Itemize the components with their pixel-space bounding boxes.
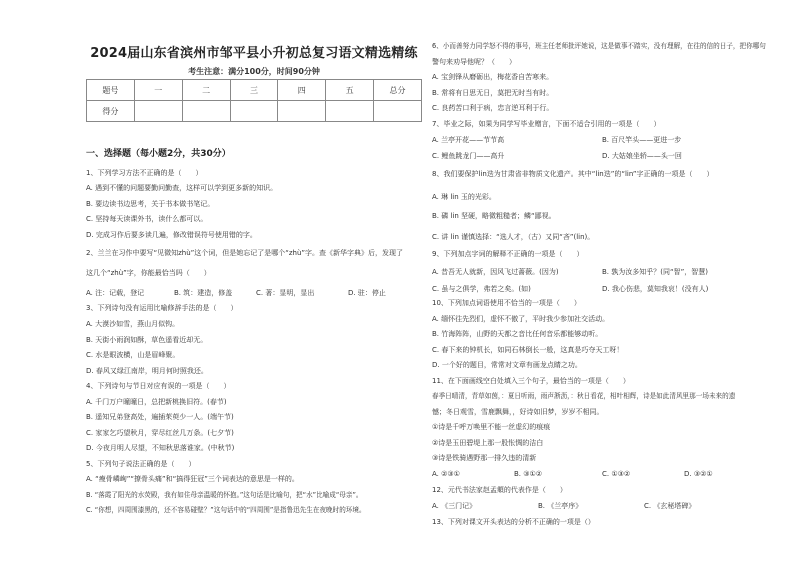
question-text: 12、元代书法家赵孟頫的代表作是（ ） (432, 486, 567, 494)
option-text: C. ①③② (602, 470, 631, 478)
question-text: 7、毕业之际，如果为同学写毕业赠言，下面不适合引用的一项是（ ） (432, 120, 661, 128)
question-text: 这几个“zhù”字，你能最恰当吗（ ） (86, 269, 211, 277)
question-text: 春季日晴清，青草如茵，：夏日听雨，雨声淅沥，：秋日看花，相叶相辉，诗是如此清风里那一场未来的遗 (432, 392, 736, 400)
option-text: C. 坚持每天读课外书，读什么都可以。 (86, 215, 208, 223)
score-input-cell[interactable] (230, 101, 278, 122)
question-text: 4、下列诗句与节日对应有误的一项是（ ） (86, 382, 231, 390)
question-text: 10、下列加点词语使用不恰当的一项是（ ） (432, 299, 581, 307)
option-text: A. 千门万户曈曈日，总把新桃换旧符。(春节) (86, 398, 227, 406)
score-cell: 得分 (87, 101, 135, 122)
option-text: D. 今夜月明人尽望，不知秋思落谁家。(中秋节) (86, 444, 235, 452)
question-text: 3、下列诗句没有运用比喻修辞手法的是（ ） (86, 304, 238, 312)
score-cell: 四 (278, 80, 326, 101)
option-text: C. 虽与之俱学，弗若之矣。(如) (432, 285, 531, 293)
question-text: 13、下列对课文开头表达的分析不正确的一项是（） (432, 518, 595, 526)
option-text: B. 遥知兄弟登高处，遍插茱萸少一人。(端午节) (86, 413, 234, 421)
score-input-cell[interactable] (134, 101, 182, 122)
option-text: B. 孰为汝多知乎？(同“智”，智慧) (602, 268, 708, 276)
option-text: A. 琳 lin 玉的光彩。 (432, 193, 496, 201)
option-text: A. 兰亭开花——节节高 (432, 136, 505, 144)
option-text: D. 完成习作后要多读几遍，修改错误符号使用错的字。 (86, 231, 257, 239)
score-cell: 三 (230, 80, 278, 101)
option-text: B. 筑：建造，修盖 (174, 289, 233, 297)
option-text: C. 讲 lin 谨慎选择：“选人才，（古）又同“吝”(lin)。 (432, 233, 595, 241)
option-text: D. 一个好的题目，常常对文章有画龙点睛之功。 (432, 361, 582, 369)
score-table-score-row (87, 101, 422, 122)
option-text: C. 《玄秘塔碑》 (644, 502, 696, 510)
section-heading: 一、选择题（每小题2分，共30分） (86, 149, 231, 159)
score-table-header-row (87, 80, 422, 101)
option-text: A. “瘦骨嶙峋”“撩骨头痛”和“搞得狂冠”三个词表达的意思是一样的。 (86, 475, 299, 483)
score-input-cell[interactable] (182, 101, 230, 122)
question-text: 6、小而善努力同学怒不得的事号，班主任老师批评她说，这是做事不踏实，没有理解，在往的信的日子，把你哪句 (432, 42, 766, 50)
option-text: A. 遇到不懂的问题要勤问勤查，这样可以学到更多新的知识。 (86, 184, 278, 192)
option-text: A. 缅怀往先烈们，虚怀不傲了，平时我少参加社交活动。 (432, 315, 610, 323)
question-text: 憾；冬日观雪，雪鹿飘舞，，好诗如旧梦，岁岁不相同。 (432, 408, 604, 416)
option-text: B. 天街小雨润如酥，草色遥看近却无。 (86, 336, 208, 344)
option-text: ②诗是玉田碧堤上那一股怅惆的洁白 (432, 439, 544, 447)
option-text: D. ③②① (684, 470, 713, 478)
exam-notice: 考生注意：满分100分，时间90分钟 (188, 67, 320, 76)
score-cell: 总分 (374, 80, 422, 101)
score-table (86, 79, 422, 122)
option-text: C. “你想，四周围漆黑的，还不容易碰壁？”这句话中的“四周围”是指鲁迅先生在夜晚时的环境。 (86, 506, 366, 514)
option-text: D. 我心伤悲，莫知我哀！(没有人) (602, 285, 709, 293)
option-text: A. 昔吾无人就新，因风飞过蔷薇。(因为) (432, 268, 559, 276)
option-text: C. 著：显明，显出 (256, 289, 315, 297)
option-text: C. 家家乞巧望秋月，穿尽红丝几万条。(七夕节) (86, 429, 234, 437)
score-cell: 一 (134, 80, 182, 101)
score-cell: 五 (326, 80, 374, 101)
page-title: 2024届山东省滨州市邹平县小升初总复习语文精选精练 (90, 46, 418, 61)
option-text: B. 竹海阵阵，山野的天都之音比任何音乐都能够动听。 (432, 330, 603, 338)
option-text: C. 良药苦口利于病，忠言逆耳利于行。 (432, 104, 554, 112)
score-input-cell[interactable] (326, 101, 374, 122)
score-cell: 二 (182, 80, 230, 101)
option-text: C. 水是眼波横，山是眉峰聚。 (86, 351, 180, 359)
option-text: A. 《三门记》 (432, 502, 477, 510)
option-text: A. ②③① (432, 470, 460, 478)
option-text: B. 百尺竿头——更进一步 (602, 136, 682, 144)
question-text: 11、在下面画线空白处填入三个句子，最恰当的一项是（ ） (432, 377, 630, 385)
option-text: D. 驻：停止 (348, 289, 386, 297)
option-text: A. 注：记载，登记 (86, 289, 145, 297)
option-text: C. 鲤鱼跳龙门——高升 (432, 152, 505, 160)
option-text: B. “落霞了阳光的水荧殿，我有如住母亲温暖的怀抱。”这句话是比喻句，把“水”比喻成“母亲”。 (86, 491, 363, 499)
option-text: ③诗是铁骑遇野那一排久违的清新 (432, 454, 537, 462)
option-text: A. 宝剑锋从磨砺出，梅花香自苦寒来。 (432, 73, 554, 81)
score-input-cell[interactable] (374, 101, 422, 122)
option-text: B. 磷 lin 坚硬，略微粗糙者；鳞“鄙视。 (432, 212, 556, 220)
question-text: 5、下列句子说法正确的是（ ） (86, 460, 196, 468)
score-cell: 题号 (87, 80, 135, 101)
option-text: D. 春风又绿江南岸，明月何时照我还。 (86, 367, 208, 375)
question-text: 9、下列加点字词的解释不正确的一项是（ ） (432, 250, 584, 258)
question-text: 1、下列学习方法不正确的是（ ） (86, 169, 203, 177)
question-text: 警句来劝导他呢？（ ） (432, 58, 516, 66)
question-text: 2、兰兰在习作中要写“见微知zhù”这个词，但是她忘记了是哪个“zhù”字。查《新华字典》后，发现了 (86, 249, 404, 257)
question-text: 8、我们要保护lin迭为甘肃省非物质文化遗产。其中“lin迭”的“lin”字正确的一项是（ ） (432, 170, 714, 178)
option-text: C. 春下来的钟机长，如同石林倒长一般，这真是巧夺天工呀！ (432, 346, 624, 354)
option-text: B. 要边读书边思考，关于书本做书笔记。 (86, 200, 215, 208)
option-text: ①诗是千呼万唤里不能一丝虚幻的痕痕 (432, 423, 551, 431)
option-text: B. 常将有日思无日，莫把无时当有时。 (432, 89, 554, 97)
score-input-cell[interactable] (278, 101, 326, 122)
option-text: B. ③①② (514, 470, 543, 478)
option-text: A. 大漠沙如雪，燕山月似钩。 (86, 320, 180, 328)
option-text: B. 《兰亭序》 (538, 502, 583, 510)
option-text: D. 大姑娘坐轿——头一回 (602, 152, 682, 160)
